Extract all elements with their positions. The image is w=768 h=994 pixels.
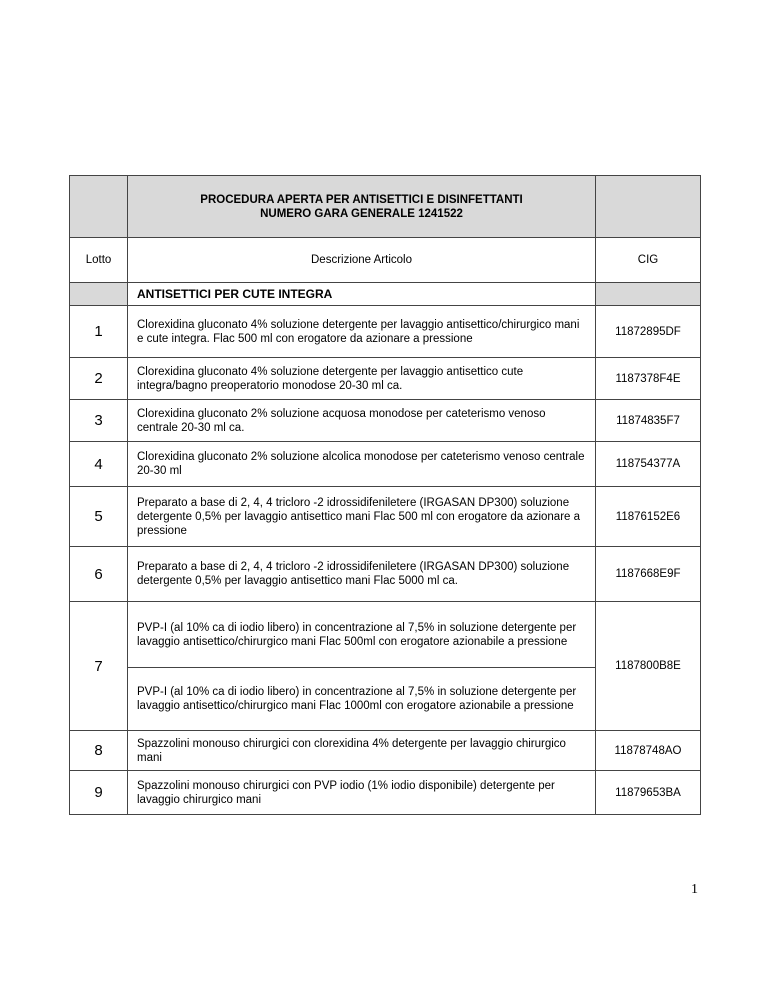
article-description: Spazzolini monouso chirurgici con PVP iodio (1% iodio disponibile) detergente per lavaggio chirurgico mani xyxy=(128,771,596,815)
cig-code: 11879653BA xyxy=(596,771,701,815)
article-description: Preparato a base di 2, 4, 4 tricloro -2 idrossidifeniletere (IRGASAN DP300) soluzione detergente 0,5% per lavaggio antisettico mani Flac 5000 ml ca. xyxy=(128,547,596,602)
table-row xyxy=(70,771,701,815)
lotto-number: 6 xyxy=(70,547,128,602)
header-blank-right xyxy=(596,176,701,238)
lotto-number: 4 xyxy=(70,442,128,487)
table-row xyxy=(70,306,701,358)
tender-table xyxy=(69,175,701,815)
section-blank-right xyxy=(596,283,701,306)
cig-code: 1187668E9F xyxy=(596,547,701,602)
table-row xyxy=(70,487,701,547)
cig-code: 1187378F4E xyxy=(596,358,701,400)
table-row xyxy=(70,547,701,602)
cig-code: 11874835F7 xyxy=(596,400,701,442)
col-header-descrizione: Descrizione Articolo xyxy=(128,238,596,283)
header-blank-left xyxy=(70,176,128,238)
article-description: Spazzolini monouso chirurgici con clorexidina 4% detergente per lavaggio chirurgico mani xyxy=(128,731,596,771)
article-description: Clorexidina gluconato 4% soluzione detergente per lavaggio antisettico/chirurgico mani e cute integra. Flac 500 ml con erogatore da azionare a pressione xyxy=(128,306,596,358)
article-description: Clorexidina gluconato 4% soluzione detergente per lavaggio antisettico cute integra/bagno preoperatorio monodose 20-30 ml ca. xyxy=(128,358,596,400)
cig-code: 11878748AO xyxy=(596,731,701,771)
table-title xyxy=(128,176,596,238)
title-line-2: NUMERO GARA GENERALE 1241522 xyxy=(260,207,463,220)
table-row xyxy=(70,400,701,442)
article-description: Preparato a base di 2, 4, 4 tricloro -2 idrossidifeniletere (IRGASAN DP300) soluzione detergente 0,5% per lavaggio antisettico mani Flac 500 ml con erogatore da azionare a pressione xyxy=(128,487,596,547)
lotto-number: 1 xyxy=(70,306,128,358)
article-description: Clorexidina gluconato 2% soluzione acquosa monodose per cateterismo venoso centrale 20-30 ml ca. xyxy=(128,400,596,442)
cig-code: 11876152E6 xyxy=(596,487,701,547)
lotto-number: 2 xyxy=(70,358,128,400)
lotto-number: 3 xyxy=(70,400,128,442)
col-header-lotto: Lotto xyxy=(70,238,128,283)
table-row xyxy=(70,602,701,668)
article-description: Clorexidina gluconato 2% soluzione alcolica monodose per cateterismo venoso centrale 20-30 ml xyxy=(128,442,596,487)
cig-code: 118754377A xyxy=(596,442,701,487)
page-number: 1 xyxy=(691,882,698,897)
article-description: PVP-I (al 10% ca di iodio libero) in concentrazione al 7,5% in soluzione detergente per lavaggio antisettico/chirurgico mani Flac 1000ml con erogatore azionabile a pressione xyxy=(128,668,596,731)
table-row xyxy=(70,358,701,400)
cig-code: 1187800B8E xyxy=(596,602,701,731)
title-line-1: PROCEDURA APERTA PER ANTISETTICI E DISINFETTANTI xyxy=(200,193,523,206)
lotto-number: 8 xyxy=(70,731,128,771)
table-row xyxy=(70,731,701,771)
article-description: PVP-I (al 10% ca di iodio libero) in concentrazione al 7,5% in soluzione detergente per lavaggio antisettico/chirurgico mani Flac 500ml con erogatore azionabile a pressione xyxy=(128,602,596,668)
section-blank-left xyxy=(70,283,128,306)
lotto-number: 5 xyxy=(70,487,128,547)
table-row xyxy=(70,442,701,487)
lotto-number: 7 xyxy=(70,602,128,731)
col-header-cig: CIG xyxy=(596,238,701,283)
lotto-number: 9 xyxy=(70,771,128,815)
section-title: ANTISETTICI PER CUTE INTEGRA xyxy=(128,283,596,306)
cig-code: 11872895DF xyxy=(596,306,701,358)
